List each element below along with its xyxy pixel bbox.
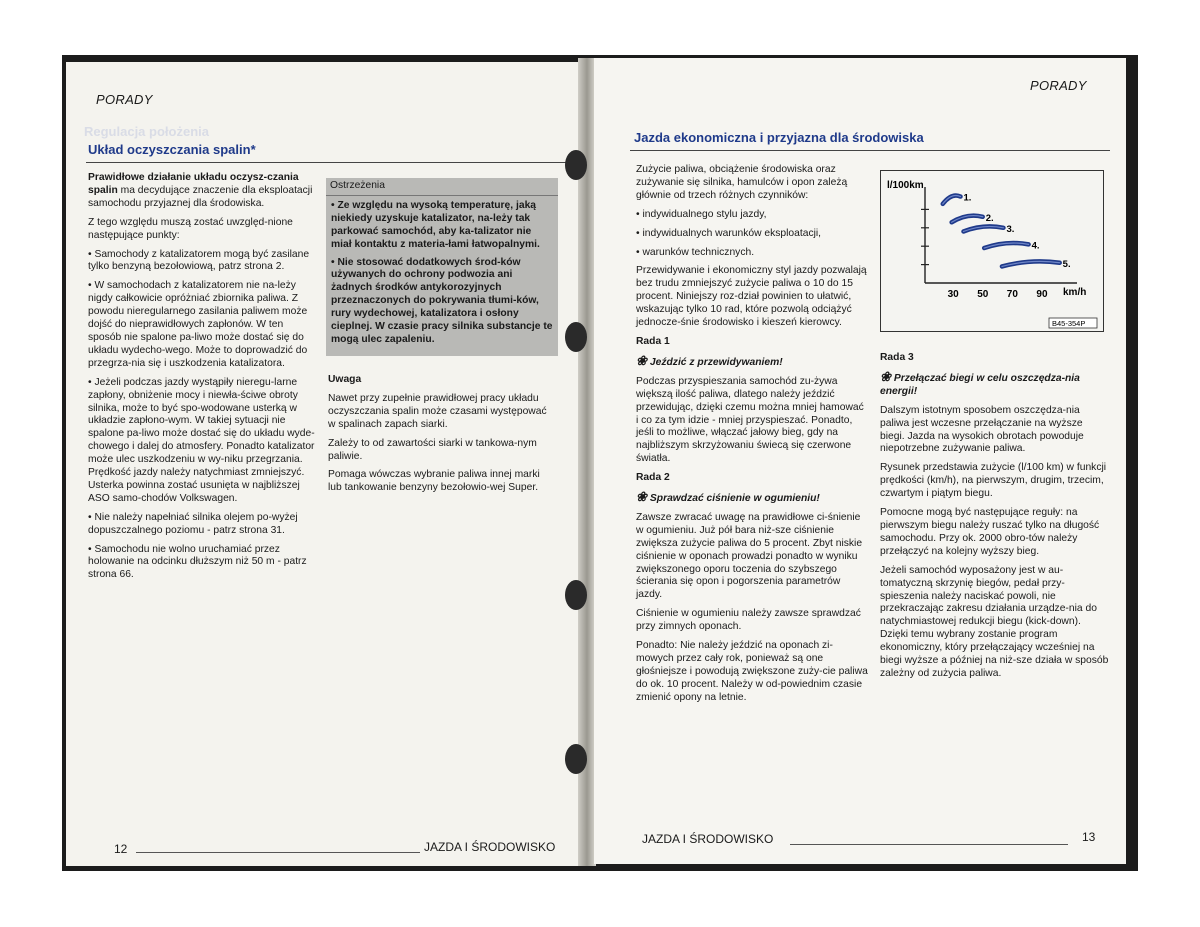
note-text: Pomaga wówczas wybranie paliwa innej marki lub tankowanie benzyny bezołowio-wej Super. xyxy=(328,469,540,494)
section-title: Układ oczyszczania spalin* xyxy=(88,142,256,157)
x-tick-label: 90 xyxy=(1036,289,1048,300)
tip-text: Rysunek przedstawia zużycie (l/100 km) w funkcji prędkości (km/h), na pierwszym, drugim, trzecim, czwartym i piątym biegu. xyxy=(880,462,1107,500)
gear-label: 5. xyxy=(1062,258,1071,270)
bullet-item: • indywidualnych warunków eksploatacji, xyxy=(636,227,822,239)
bullet-item: • Nie należy napełniać silnika olejem po-wyżej dopuszczalnego poziomu - patrz strona 31. xyxy=(88,511,298,536)
tip-text: Podczas przyspieszania samochód zu-żywa większą ilość paliwa, dlatego należy jeździć przewidując, dzięki czemu można mniej hamować i co za tym idzie - mniej przyspieszać. Ponadto, jeśli to możliwe, włączać jałowy bieg, gdy na najbliższym skrzyżowaniu świecą się czerwone światła. xyxy=(636,375,864,465)
page-number: 13 xyxy=(1082,830,1096,844)
binder-hole xyxy=(565,150,587,180)
page-number: 12 xyxy=(114,842,128,856)
figure-code: B45-354P xyxy=(1052,319,1086,328)
footer-rule xyxy=(136,852,420,853)
bleed-through-text: Regulacja położenia xyxy=(84,124,209,139)
bullet-item: • warunków technicznych. xyxy=(636,246,755,258)
note-text: Zależy to od zawartości siarki w tankowa-nym paliwie. xyxy=(328,437,537,462)
bullet-item: • W samochodach z katalizatorem nie na-leży nigdy całkowicie opróżniać zbiornika paliwa. Z powodu nieregularnego zasilania paliwem może dojść do nieprawidłowych zapłonów. W ten sposób nie spalone pa-liwo może dostać się do układu wydecho-wego. Może to doprowadzić do przegrza-nia się i uszkodzenia katalizatora. xyxy=(88,280,308,369)
tip-title: ❀ Sprawdzać ciśnienie w ogumieniu! xyxy=(636,489,820,505)
fan-icon: ❀ xyxy=(636,489,647,505)
note-text: Nawet przy zupełnie prawidłowej pracy układu oczyszczania spalin może czasami występować w spalinach zapach siarki. xyxy=(328,392,547,430)
tip-text: Zawsze zwracać uwagę na prawidłowe ci-śnienie w ogumieniu. Już pół bara niż-sze ciśnienie zwiększa zużycie paliwa do 5 procent. Zbyt niskie ciśnienie w oponach prowadzi ponadto w wyniku zwiększonego oporu toczenia do szybszego ścierania się opon i pogorszenia parametrów jazdy. xyxy=(636,511,863,601)
binder-hole xyxy=(565,744,587,774)
paragraph: Przewidywanie i ekonomiczny styl jazdy pozwalają bez trudu zmniejszyć zużycie paliwa o 10 do 15 procent. Niniejszy roz-dział powinien to ułatwić, wskazując tylko 10 rad, które pozwolą odciążyć jednocze-śnie środowisko i kieszeń kierowcy. xyxy=(636,265,867,329)
x-tick-label: 50 xyxy=(977,289,989,300)
warning-box xyxy=(326,178,558,356)
paragraph: Z tego względu muszą zostać uwzględ-nione następujące punkty: xyxy=(88,216,293,241)
tip-label: Rada 1 xyxy=(636,335,670,347)
page-header: PORADY xyxy=(1030,78,1087,93)
x-tick-label: 30 xyxy=(947,289,959,300)
fuel-consumption-chart xyxy=(880,170,1104,332)
tip-text: Pomocne mogą być następujące reguły: na pierwszym biegu należy ruszać tylko na długość samochodu. Przy ok. 2000 obro-tów należy przełączyć na kolejny wyższy bieg. xyxy=(880,507,1100,557)
section-title: Jazda ekonomiczna i przyjazna dla środowiska xyxy=(634,130,924,145)
binder-hole xyxy=(565,580,587,610)
page-header: PORADY xyxy=(96,92,153,107)
bullet-item: • Jeżeli podczas jazdy wystąpiły nieregu-larne zapłony, obniżenie mocy i niewła-ściwe obroty silnika, może to być spo-wodowane usterką w układzie zapłono-wym. W takiej sytuacji nie spalone pa-liwo może dostać się do układu wyde-chowego i dalej do atmosfery. Ponadto katalizator może ulec uszkodzeniu w wy-niku przegrzania. Prędkość jazdy należy natychmiast zmniejszyć. Usterka powinna zostać usunięta w najbliższej ASO samo-chodów Volkswagen. xyxy=(88,376,315,504)
bullet-item: • indywidualnego stylu jazdy, xyxy=(636,208,767,220)
x-tick-label: 70 xyxy=(1006,289,1018,300)
warning-item: • Ze względu na wysoką temperaturę, jaką niekiedy uzyskuje katalizator, na-leży tak parkować samochód, aby ka-talizator nie miał kontaktu z materia-łami łatwopalnymi. xyxy=(331,199,540,250)
footer-title: JAZDA I ŚRODOWISKO xyxy=(642,832,774,846)
left-column xyxy=(88,172,316,588)
paragraph: Prawidłowe działanie układu oczysz-czania spalin ma decydujące znaczenie dla eksploatacji samochodu przyjaznej dla środowiska. xyxy=(88,172,313,209)
tip-label: Rada 2 xyxy=(636,472,670,484)
left-page xyxy=(66,62,580,866)
right-column-1 xyxy=(636,164,868,711)
title-rule xyxy=(86,162,572,163)
title-rule xyxy=(630,150,1110,151)
fan-icon: ❀ xyxy=(636,352,647,368)
bullet-item: • Samochodu nie wolno uruchamiać przez holowanie na odcinku dłuższym niż 50 m - patrz strona 66. xyxy=(88,543,307,581)
gear-label: 3. xyxy=(1006,223,1015,235)
chart-svg xyxy=(881,171,1103,331)
gear-label: 1. xyxy=(963,192,972,204)
bullet-item: • Samochody z katalizatorem mogą być zasilane tylko benzyną bezołowiową, patrz strona 2. xyxy=(88,248,310,273)
tip-text: Jeżeli samochód wyposażony jest w au-tomatyczną skrzynię biegów, pedał przy-spieszenia należy naciskać powoli, nie przekraczając zakresu działania urządze-nia do natychmiastowej redukcji biegu (kick-down). Dzięki temu wybrany zostanie program ekonomiczny, który przełączający wcześniej na biegi wyższe a później na niż-sze działa w sposób zależny od zużycia paliwa. xyxy=(880,564,1109,679)
binder-hole xyxy=(565,322,587,352)
footer-rule xyxy=(790,844,1068,845)
gear-label: 4. xyxy=(1031,240,1040,252)
right-column-2 xyxy=(880,352,1110,687)
y-axis-label: l/100km xyxy=(887,180,924,191)
tip-title: ❀ Jeździć z przewidywaniem! xyxy=(636,352,783,368)
tip-text: Ciśnienie w ogumieniu należy zawsze sprawdzać przy zimnych oponach. xyxy=(636,608,861,633)
x-axis-label: km/h xyxy=(1063,287,1087,298)
tip-text: Ponadto: Nie należy jeździć na oponach zi-mowych przez cały rok, ponieważ są one głośniejsze i powodują zwiększone zuży-cie paliwa do ok. 10 procent. Należy w od-powiednim czasie zmienić opony na letnie. xyxy=(636,640,868,703)
tip-title: ❀ Przełączać biegi w celu oszczędza-nia energii! xyxy=(880,368,1080,397)
warning-title: Ostrzeżenia xyxy=(326,178,558,196)
note-section xyxy=(328,374,556,501)
gear-label: 2. xyxy=(985,212,994,224)
paragraph: Zużycie paliwa, obciążenie środowiska oraz zużywanie się silnika, hamulców i opon zależą głównie od trzech różnych czynników: xyxy=(636,164,848,201)
tip-text: Dalszym istotnym sposobem oszczędza-nia paliwa jest wczesne przełączanie na wyższe biegi. Jazda na wysokich obrotach powoduje niepotrzebne zużywanie paliwa. xyxy=(880,404,1084,455)
right-page xyxy=(594,58,1126,864)
warning-item: • Nie stosować dodatkowych środ-ków używanych do ochrony podwozia ani żadnych środków antykorozyjnych przeznaczonych do pokrywania tłumi-ków, rury wydechowej, katalizatora i osłony cieplnej. W czasie pracy silnika substancje te mogą ulec zapaleniu. xyxy=(331,256,553,345)
note-title: Uwaga xyxy=(328,374,362,385)
fan-icon: ❀ xyxy=(880,368,891,384)
footer-title: JAZDA I ŚRODOWISKO xyxy=(424,840,556,854)
tip-label: Rada 3 xyxy=(880,352,914,363)
